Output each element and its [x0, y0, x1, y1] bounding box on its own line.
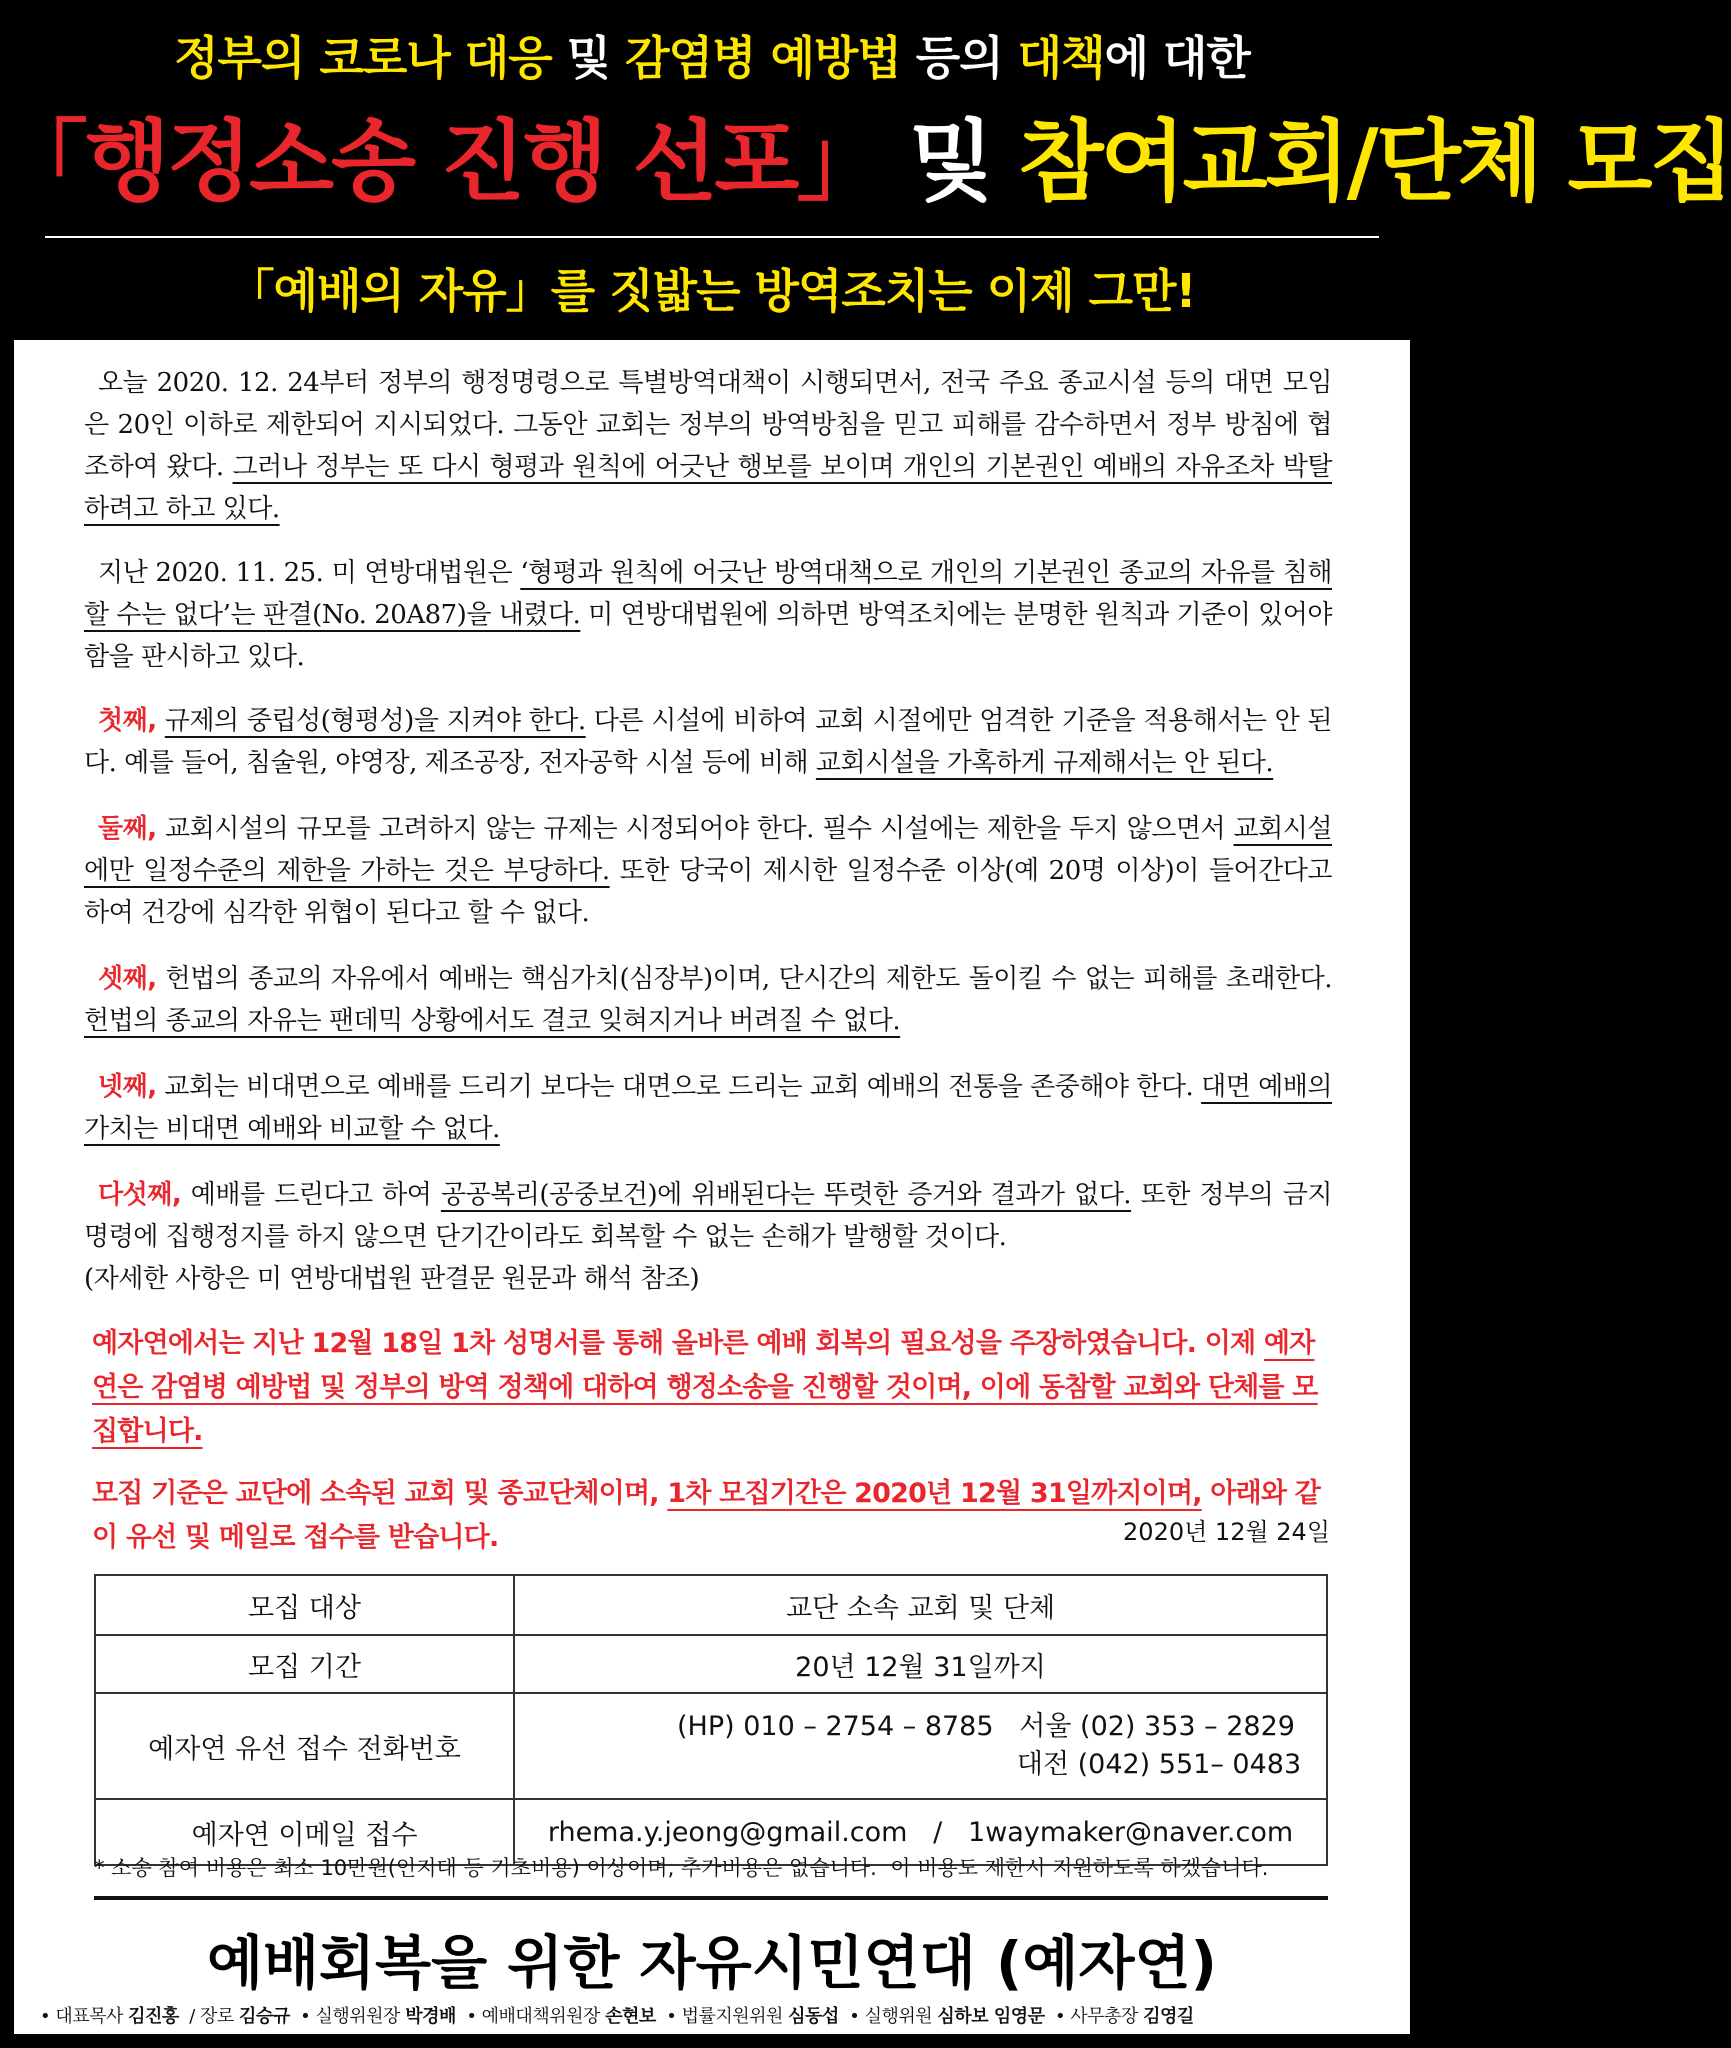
- member-role: • 사무총장: [1054, 2006, 1138, 2027]
- paragraph-us-court: 지난 2020. 11. 25. 미 연방대법원은 ‘형평과 원칙에 어긋난 방역대책으로 개인의 기본권인 종교의 자유를 침해할 수는 없다’는 판결(No. 20A87)을 내렸다. 미 연방대법원에 의하면 방역조치에는 분명한 원칙과 기준이 있어야 함을 판시하고 있다.: [84, 558, 1332, 672]
- point-fifth: 다섯째, 예배를 드린다고 하여 공공복리(공중보건)에 위배된다는 뚜렷한 증거와 결과가 없다. 또한 정부의 금지명령에 집행정지를 하지 않으면 단기간이라도 회복할 수 없는 손해가 발행할 것이다. (자세한 사항은 미 연방대법원 판결문 원문과 해석 참조): [84, 1180, 1333, 1294]
- member-name: 박경배: [405, 2006, 456, 2027]
- member-list: [40, 2002, 1384, 2028]
- member-name: 심동섭: [788, 2006, 839, 2027]
- phone-label: 예자연 유선 접수 전화번호: [95, 1693, 514, 1799]
- headline-slogan: 「예배의 자유」를 짓밟는 방역조치는 이제 그만!: [228, 264, 1196, 318]
- cost-footnote: * 소송 참여 비용은 최소 10만원(인지대 등 기초비용) 이상이며, 추가비용은 없습니다. 이 비용도 제한시 지원하도록 하겠습니다.: [94, 1856, 1269, 1880]
- target-label: 모집 대상: [95, 1575, 514, 1635]
- header-banner: [0, 0, 1731, 340]
- member-role: • 실행위원: [849, 2006, 933, 2027]
- headline-recruitment: 참여교회/단체 모집: [1018, 110, 1731, 213]
- phone-line-2: 대전 (042) 551– 0483: [1016, 1749, 1302, 1780]
- point-second: 둘째, 교회시설의 규모를 고려하지 않는 규제는 시정되어야 한다. 필수 시설에는 제한을 두지 않으면서 교회시설에만 일정수준의 제한을 가하는 것은 부당하다. 또한 당국이 제시한 일정수준 이상(예 20명 이상)이 들어간다고 하여 건강에 심각한 위협이 된다고 할 수 없다.: [84, 814, 1332, 928]
- paragraph-intro: 오늘 2020. 12. 24부터 정부의 행정명령으로 특별방역대책이 시행되면서, 전국 주요 종교시설 등의 대면 모임은 20인 이하로 제한되어 지시되었다. 그동안 교회는 정부의 방역방침을 믿고 피해를 감수하면서 정부 방침에 협조하여 왔다. 그러나 정부는 또 다시 형평과 원칙에 어긋난 행보를 보이며 개인의 기본권인 예배의 자유조차 박탈하려고 하고 있다.: [84, 368, 1332, 524]
- footer-divider: [94, 1896, 1328, 1900]
- header-divider: [45, 236, 1379, 238]
- notice-paragraph-2: 모집 기준은 교단에 소속된 교회 및 종교단체이며, 1차 모집기간은 2020년 12월 31일까지이며, 아래와 같이 유선 및 메일로 접수를 받습니다.: [92, 1478, 1321, 1553]
- phone-value: [514, 1693, 1327, 1799]
- table-row: [95, 1693, 1327, 1799]
- reference-note: (자세한 사항은 미 연방대법원 판결문 원문과 해석 참조): [84, 1264, 700, 1294]
- headline-declaration: 「행정소송 진행 선포」: [0, 110, 882, 213]
- statement-date: 2020년 12월 24일: [1123, 1518, 1330, 1546]
- statement-body: [84, 362, 1332, 1324]
- table-row: [95, 1575, 1327, 1635]
- member-name: 김영길: [1143, 2006, 1194, 2027]
- email-label: 예자연 이메일 접수: [95, 1799, 514, 1865]
- organization-name: 예배회복을 위한 자유시민연대 (예자연): [206, 1929, 1218, 1997]
- headline-main: 「행정소송 진행 선포」 및 참여교회/단체 모집: [0, 110, 1731, 213]
- member-role: • 실행위원장: [300, 2006, 400, 2027]
- email-value: rhema.y.jeong@gmail.com / 1waymaker@naver.com: [514, 1799, 1327, 1865]
- period-value: 20년 12월 31일까지: [514, 1635, 1327, 1693]
- period-label: 모집 기간: [95, 1635, 514, 1693]
- target-value: 교단 소속 교회 및 단체: [514, 1575, 1327, 1635]
- point-third: 셋째, 헌법의 종교의 자유에서 예배는 핵심가치(심장부)이며, 단시간의 제한도 돌이킬 수 없는 피해를 초래한다. 헌법의 종교의 자유는 팬데믹 상황에서도 결코 잊혀지거나 버려질 수 없다.: [84, 964, 1332, 1036]
- member-name: 손현보: [605, 2006, 656, 2027]
- headline-top: 정부의 코로나 대응 및 감염병 예방법 등의 대책에 대한: [174, 31, 1250, 85]
- notice-paragraph-1: 예자연에서는 지난 12월 18일 1차 성명서를 통해 올바른 예배 회복의 필요성을 주장하였습니다. 이제 예자연은 감염병 예방법 및 정부의 방역 정책에 대하여 행정소송을 진행할 것이며, 이에 동참할 교회와 단체를 모집합니다.: [92, 1328, 1318, 1447]
- member-name: 심하보 임영문: [937, 2006, 1045, 2027]
- table-row: [95, 1635, 1327, 1693]
- member-name: 김진홍: [128, 2006, 179, 2027]
- member-role: • 예배대책위원장: [466, 2006, 600, 2027]
- member-role: • 대표목사: [40, 2006, 123, 2027]
- member-role: / 장로: [189, 2006, 234, 2027]
- recruitment-table: [94, 1574, 1328, 1866]
- member-role: • 법률지원위원: [666, 2006, 783, 2027]
- point-first: 첫째, 규제의 중립성(형평성)을 지켜야 한다. 다른 시설에 비하여 교회 시절에만 엄격한 기준을 적용해서는 안 된다. 예를 들어, 침술원, 야영장, 제조공장, 전자공학 시설 등에 비해 교회시설을 가혹하게 규제해서는 안 된다.: [84, 706, 1333, 778]
- phone-line-1: (HP) 010 – 2754 – 8785 서울 (02) 353 – 2829: [677, 1711, 1295, 1742]
- point-fourth: 넷째, 교회는 비대면으로 예배를 드리기 보다는 대면으로 드리는 교회 예배의 전통을 존중해야 한다. 대면 예배의 가치는 비대면 예배와 비교할 수 없다.: [84, 1072, 1332, 1144]
- member-name: 김승규: [239, 2006, 290, 2027]
